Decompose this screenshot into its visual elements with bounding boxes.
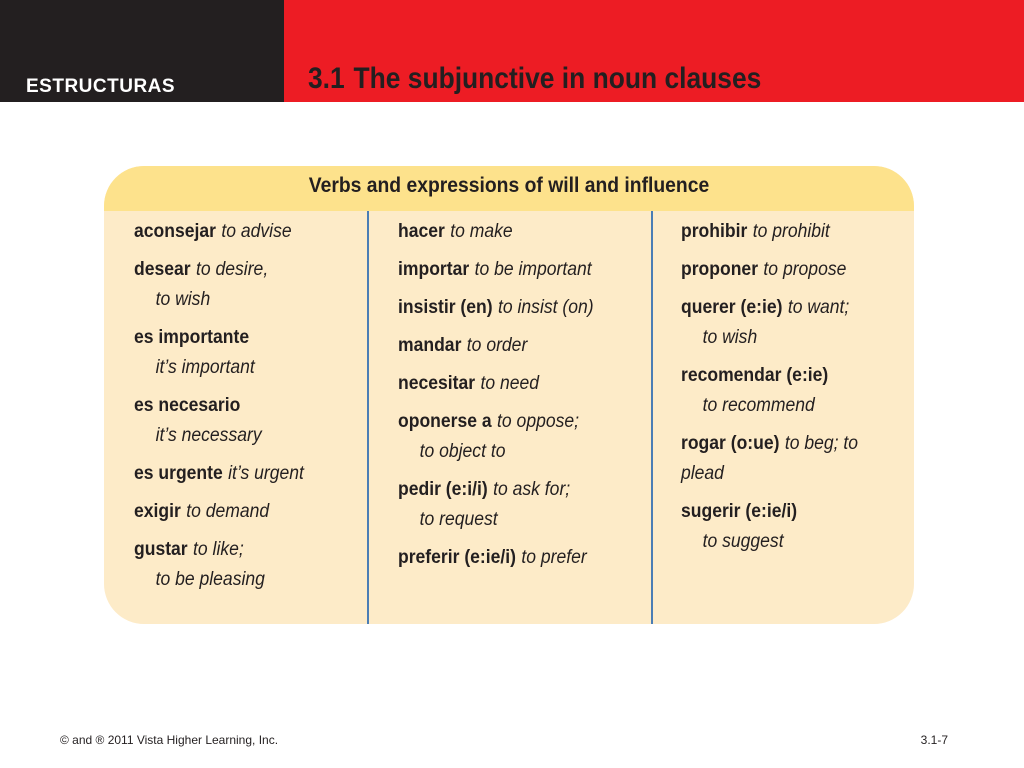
vocabulary-term: prohibir [681, 220, 748, 242]
vocabulary-entry [681, 496, 884, 556]
vocabulary-entry [398, 216, 623, 246]
vocabulary-entry [134, 254, 337, 314]
vocabulary-entry [681, 216, 884, 246]
vocabulary-definition: to like; [193, 538, 244, 560]
vocabulary-term: gustar [134, 538, 188, 560]
vocabulary-entry [134, 216, 337, 246]
vocabulary-definition: to beg; to [784, 432, 859, 454]
vocabulary-entry [134, 496, 337, 526]
vocabulary-term: recomendar (e:ie) [681, 364, 829, 386]
vocabulary-column-2 [398, 216, 648, 580]
vocabulary-definition: to insist (on) [497, 296, 594, 318]
vocabulary-definition: to need [480, 372, 540, 394]
vocabulary-term: necesitar [398, 372, 476, 394]
column-divider [651, 211, 653, 624]
slide-title [308, 62, 761, 96]
vocabulary-term: proponer [681, 258, 759, 280]
copyright-notice: © and ® 2011 Vista Higher Learning, Inc. [60, 733, 279, 747]
vocabulary-definition-continued: to suggest [702, 530, 784, 552]
vocabulary-definition-continued: it’s necessary [155, 424, 262, 446]
vocabulary-entry [398, 368, 623, 398]
vocabulary-entry [134, 390, 337, 450]
vocabulary-definition: to want; [787, 296, 850, 318]
vocabulary-definition: it’s urgent [228, 462, 304, 484]
vocabulary-definition-continued: to be pleasing [155, 568, 265, 590]
vocabulary-term: querer (e:ie) [681, 296, 783, 318]
vocabulary-term: rogar (o:ue) [681, 432, 780, 454]
slide-number: 3.1-7 [920, 733, 948, 747]
vocabulary-definition-continued: to recommend [702, 394, 815, 416]
vocabulary-term: sugerir (e:ie/i) [681, 500, 798, 522]
vocabulary-term: pedir (e:i/i) [398, 478, 488, 500]
vocabulary-definition-continued: it’s important [155, 356, 255, 378]
vocabulary-entry [398, 474, 623, 534]
vocabulary-definition: to order [466, 334, 528, 356]
vocabulary-column-1 [134, 216, 359, 602]
vocabulary-entry [398, 406, 623, 466]
vocabulary-definition-continued: to object to [419, 440, 506, 462]
vocabulary-definition-continued: to wish [155, 288, 211, 310]
vocabulary-definition: to advise [221, 220, 292, 242]
column-divider [367, 211, 369, 624]
vocabulary-definition: to ask for; [493, 478, 571, 500]
vocabulary-entry [134, 322, 337, 382]
vocabulary-entry [681, 292, 884, 352]
vocabulary-entry [681, 428, 884, 488]
vocabulary-entry [134, 458, 337, 488]
vocabulary-term: mandar [398, 334, 462, 356]
vocabulary-definition: to make [450, 220, 513, 242]
header-title-bar [284, 0, 1024, 102]
vocabulary-term: preferir (e:ie/i) [398, 546, 517, 568]
vocabulary-column-3 [681, 216, 906, 564]
section-label: ESTRUCTURAS [26, 76, 176, 97]
vocabulary-entry [681, 360, 884, 420]
vocabulary-entry [398, 330, 623, 360]
vocabulary-term: aconsejar [134, 220, 216, 242]
vocabulary-definition-continued: to wish [702, 326, 758, 348]
slide-title-text: The subjunctive in noun clauses [353, 62, 762, 95]
vocabulary-term: importar [398, 258, 470, 280]
vocabulary-entry [398, 254, 623, 284]
vocabulary-definition: to desire, [196, 258, 269, 280]
vocabulary-definition-continued: to request [419, 508, 498, 530]
vocabulary-definition-continued: plead [681, 462, 724, 484]
vocabulary-definition: to oppose; [497, 410, 580, 432]
vocabulary-entry [398, 542, 623, 572]
vocabulary-entry [398, 292, 623, 322]
vocabulary-term: hacer [398, 220, 445, 242]
vocabulary-definition: to prohibit [752, 220, 830, 242]
vocabulary-entry [134, 534, 337, 594]
vocabulary-term: es necesario [134, 394, 241, 416]
vocabulary-term: es urgente [134, 462, 223, 484]
vocabulary-box-title: Verbs and expressions of will and influence [308, 174, 710, 197]
vocabulary-definition: to demand [186, 500, 270, 522]
vocabulary-definition: to prefer [521, 546, 587, 568]
vocabulary-term: oponerse a [398, 410, 492, 432]
header-section-bar [0, 0, 284, 102]
vocabulary-term: insistir (en) [398, 296, 493, 318]
vocabulary-term: desear [134, 258, 191, 280]
vocabulary-term: exigir [134, 500, 181, 522]
section-number: 3.1 [308, 62, 345, 95]
vocabulary-box-header [104, 166, 914, 211]
vocabulary-entry [681, 254, 884, 284]
vocabulary-definition: to be important [474, 258, 592, 280]
vocabulary-definition: to propose [763, 258, 847, 280]
vocabulary-box [104, 166, 914, 624]
vocabulary-term: es importante [134, 326, 250, 348]
